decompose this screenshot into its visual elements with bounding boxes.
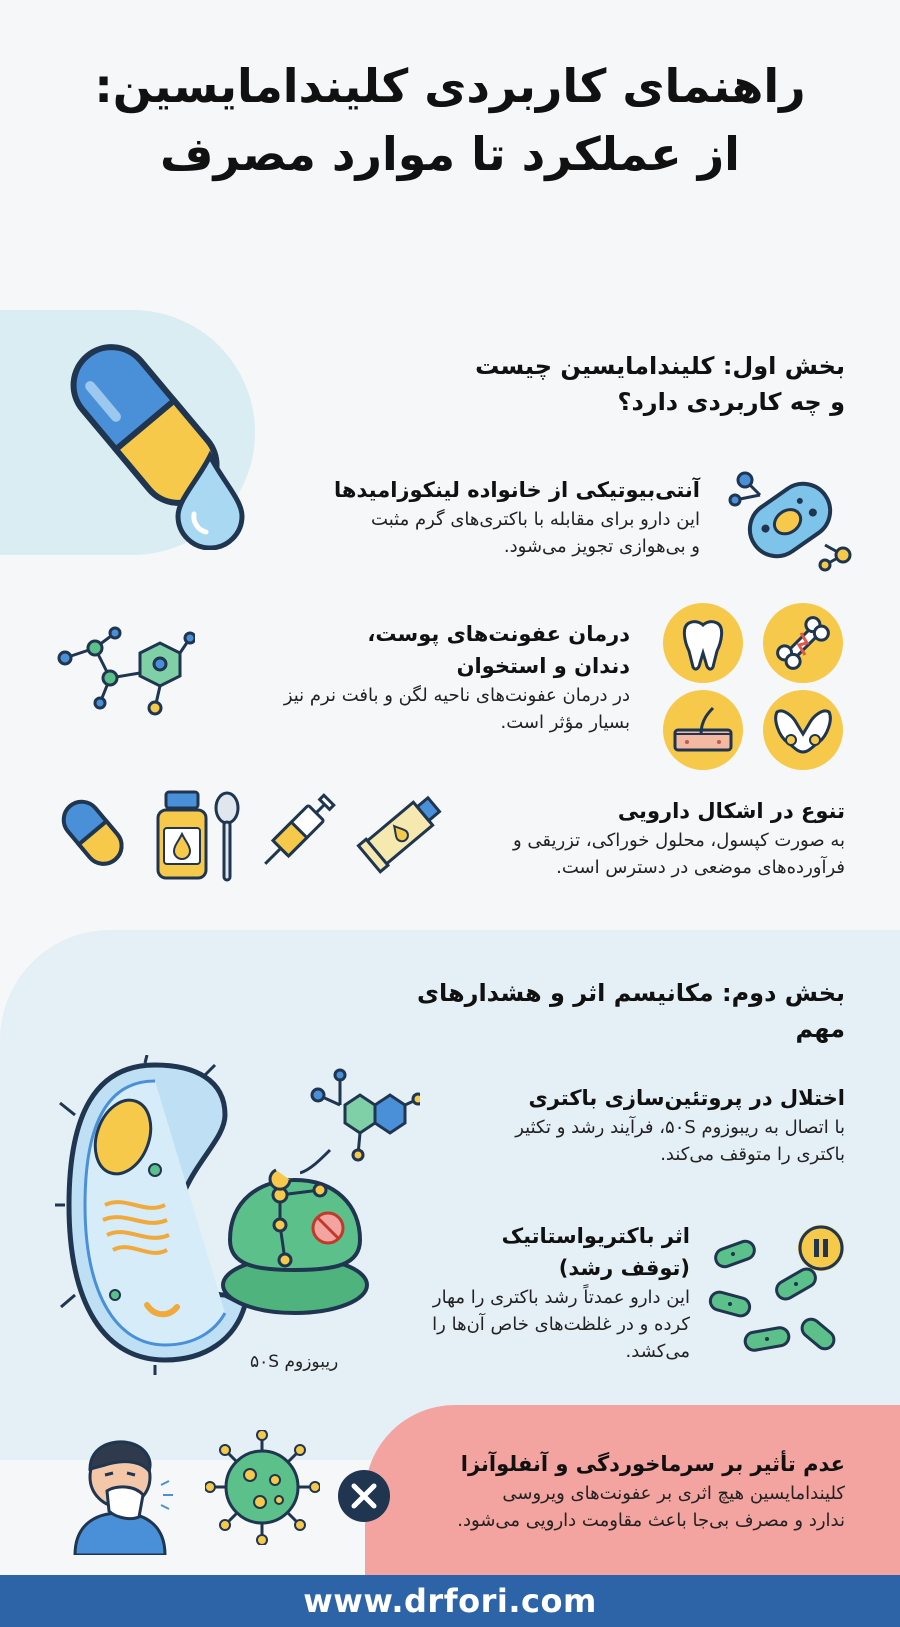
item3-text-line2: فرآورده‌های موضعی در دسترس است. <box>556 857 845 878</box>
warning-text-line2: ندارد و مصرف بی‌جا باعث مقاومت دارویی می‌شود. <box>457 1510 845 1531</box>
spoon-icon <box>212 790 242 885</box>
clindamycin-molecule-icon <box>300 1065 420 1175</box>
section1-heading <box>385 348 845 420</box>
ribosome-icon <box>210 1150 380 1320</box>
ointment-tube-icon <box>350 788 450 878</box>
s2-item2-text-line2: کرده و در غلظت‌های خاص آن‌ها را <box>432 1314 690 1335</box>
section1-heading-line2: و چه کاربردی دارد؟ <box>617 388 845 416</box>
section2-item1 <box>415 1082 845 1168</box>
tooth-icon <box>663 603 743 683</box>
pelvis-icon <box>763 690 843 770</box>
s2-item2-title-line1: اثر باکتریواستاتیک <box>501 1224 690 1248</box>
item1-text-line1: این دارو برای مقابله با باکتری‌های گرم مثبت <box>371 509 700 530</box>
page-title-line1: راهنمای کاربردی کلیندامایسین: <box>94 59 806 113</box>
s2-item1-title: اختلال در پروتئین‌سازی باکتری <box>528 1086 845 1110</box>
section2-item2 <box>390 1220 690 1365</box>
virus-icon <box>205 1430 320 1545</box>
molecule-icon <box>55 618 195 723</box>
section1-item2 <box>210 618 630 736</box>
sneezing-person-icon <box>65 1425 185 1555</box>
s2-item2-title-line2: (توقف رشد) <box>558 1256 690 1280</box>
item1-title: آنتی‌بیوتیکی از خانواده لینکوزامیدها <box>334 478 700 502</box>
section1-heading-line1: بخش اول: کلیندامایسین چیست <box>475 352 845 380</box>
warning-text-line1: کلیندامایسین هیچ اثری بر عفونت‌های ویروسی <box>502 1483 845 1504</box>
ribosome-label: ریبوزوم ۵۰S <box>250 1352 339 1372</box>
close-icon <box>336 1468 392 1524</box>
bone-icon <box>763 603 843 683</box>
item3-text-line1: به صورت کپسول، محلول خوراکی، تزریقی و <box>513 830 845 851</box>
s2-item1-text-line1: با اتصال به ریبوزوم ۵۰S، فرآیند رشد و تکثیر <box>515 1117 845 1138</box>
item2-text-line2: بسیار مؤثر است. <box>500 712 630 733</box>
bacteria-group-icon <box>705 1235 855 1375</box>
s2-item2-text-line1: این دارو عمدتاً رشد باکتری را مهار <box>432 1287 690 1308</box>
water-drop-icon <box>168 450 252 550</box>
capsule-small-icon <box>50 790 135 875</box>
skin-icon <box>663 690 743 770</box>
item1-text-line2: و بی‌هوازی تجویز می‌شود. <box>503 536 700 557</box>
section1-item1 <box>280 474 700 560</box>
section2-heading-line1: بخش دوم: مکانیسم اثر و هشدارهای <box>416 979 845 1007</box>
item2-title-line2: دندان و استخوان <box>456 654 630 678</box>
syringe-icon <box>250 785 345 880</box>
warning-title: عدم تأثیر بر سرماخوردگی و آنفلوآنزا <box>460 1452 845 1476</box>
bacteria-icon <box>725 455 855 585</box>
s2-item2-text-line3: می‌کشد. <box>625 1341 690 1362</box>
page-title-line2: از عملکرد تا موارد مصرف <box>160 127 740 181</box>
footer-bar <box>0 1575 900 1627</box>
item2-title-line1: درمان عفونت‌های پوست، <box>367 622 630 646</box>
warning-box <box>405 1448 845 1534</box>
section2-heading <box>375 975 845 1047</box>
item3-title: تنوع در اشکال دارویی <box>617 799 845 823</box>
section2-heading-line2: مهم <box>795 1015 845 1043</box>
page-title <box>40 52 860 188</box>
footer-url[interactable]: www.drfori.com <box>303 1582 597 1620</box>
syrup-bottle-icon <box>152 788 212 883</box>
s2-item1-text-line2: باکتری را متوقف می‌کند. <box>660 1144 845 1165</box>
item2-text-line1: در درمان عفونت‌های ناحیه لگن و بافت نرم نیز <box>283 685 630 706</box>
section1-item3 <box>385 795 845 881</box>
